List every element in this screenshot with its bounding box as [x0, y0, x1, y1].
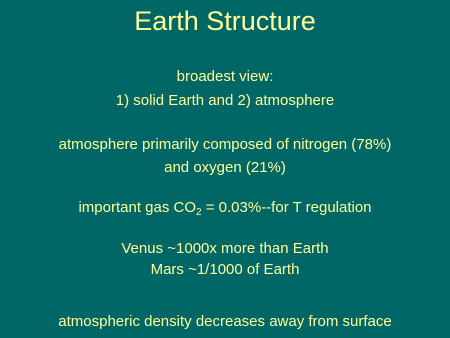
slide-title: Earth Structure — [134, 6, 316, 36]
co2-prefix: important gas CO — [78, 199, 196, 216]
text-line-nitrogen: atmosphere primarily composed of nitrogen (78%) — [58, 136, 392, 153]
text-line-earth-atmosphere: 1) solid Earth and 2) atmosphere — [115, 92, 335, 109]
text-line-broadest-view: broadest view: — [176, 68, 274, 85]
text-line-mars: Mars ~1/1000 of Earth — [150, 261, 300, 278]
co2-suffix: = 0.03%--for T regulation — [201, 199, 372, 216]
text-line-venus: Venus ~1000x more than Earth — [121, 240, 329, 257]
text-line-density: atmospheric density decreases away from surface — [58, 313, 392, 330]
text-line-oxygen: and oxygen (21%) — [164, 159, 286, 176]
text-line-co2 — [0, 199, 450, 217]
co2-subscript: 2 — [196, 207, 202, 218]
